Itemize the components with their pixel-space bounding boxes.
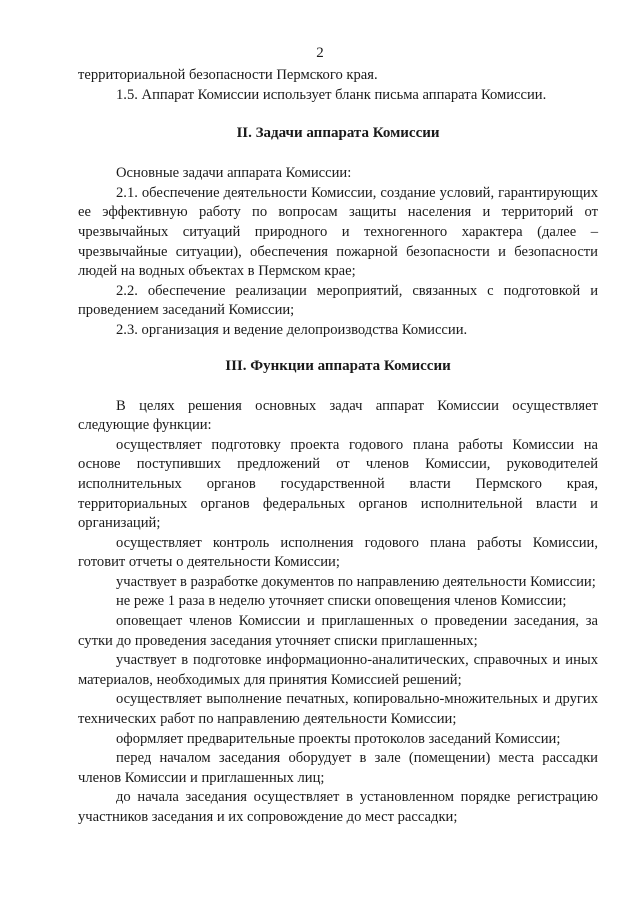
section-2-paragraph: 2.2. обеспечение реализации мероприятий, связанных с подготовкой и проведением заседаний Комиссии; — [78, 282, 598, 319]
section-3-paragraph: участвует в разработке документов по направлению деятельности Комиссии; — [116, 573, 596, 590]
section-3-paragraph: участвует в подготовке информационно-аналитических, справочных и иных материалов, необходимых для принятия Комиссией решений; — [78, 652, 598, 688]
section-3-paragraph: не реже 1 раза в неделю уточняет списки оповещения членов Комиссии; — [116, 593, 567, 610]
section-3-heading: III. Функции аппарата Комиссии — [225, 357, 451, 374]
section-3-paragraph: оповещает членов Комиссии и приглашенных о проведении заседания, за сутки до проведения заседания уточняет списки приглашенных; — [78, 613, 598, 649]
section-3-paragraph: осуществляет контроль исполнения годового плана работы Комиссии, готовит отчеты о деятельности Комиссии; — [78, 534, 598, 571]
section-3-paragraph: оформляет предварительные проекты протоколов заседаний Комиссии; — [116, 730, 561, 747]
section-2-paragraph: 2.1. обеспечение деятельности Комиссии, создание условий, гарантирующих ее эффективную работу по вопросам защиты населения и территорий от чрезвычайных ситуаций природного и техногенного характера (далее – чрезвычайные ситуации), обеспечения пожарной безопасности и безопасности людей на водных объектах в Пермском крае; — [78, 184, 598, 280]
page-number: 2 — [316, 45, 324, 61]
intro-continuation: территориальной безопасности Пермского края. — [78, 67, 378, 83]
section-2-paragraph: 2.3. организация и ведение делопроизводства Комиссии. — [116, 321, 468, 338]
section-3-paragraph: осуществляет выполнение печатных, копировально-множительных и других технических работ по направлению деятельности Комиссии; — [78, 691, 598, 728]
clause-1-5: 1.5. Аппарат Комиссии использует бланк письма аппарата Комиссии. — [116, 86, 547, 103]
document-body — [78, 66, 598, 828]
section-2-heading: II. Задачи аппарата Комиссии — [236, 125, 440, 142]
section-2-paragraph: Основные задачи аппарата Комиссии: — [116, 165, 352, 182]
section-3-paragraph: до начала заседания осуществляет в установленном порядке регистрацию участников заседания и их сопровождение до мест рассадки; — [78, 789, 598, 825]
section-3-paragraph: В целях решения основных задач аппарат Комиссии осуществляет следующие функции: — [78, 397, 598, 434]
section-3-paragraph: осуществляет подготовку проекта годового плана работы Комиссии на основе поступивших предложений от членов Комиссии, руководителей исполнительных органов государственной власти Пермского края, территориальных органов федеральных органов исполнительной власти и организаций; — [78, 436, 598, 532]
section-3-paragraph: перед началом заседания оборудует в зале (помещении) места рассадки членов Комиссии и приглашенных лиц; — [78, 750, 598, 786]
